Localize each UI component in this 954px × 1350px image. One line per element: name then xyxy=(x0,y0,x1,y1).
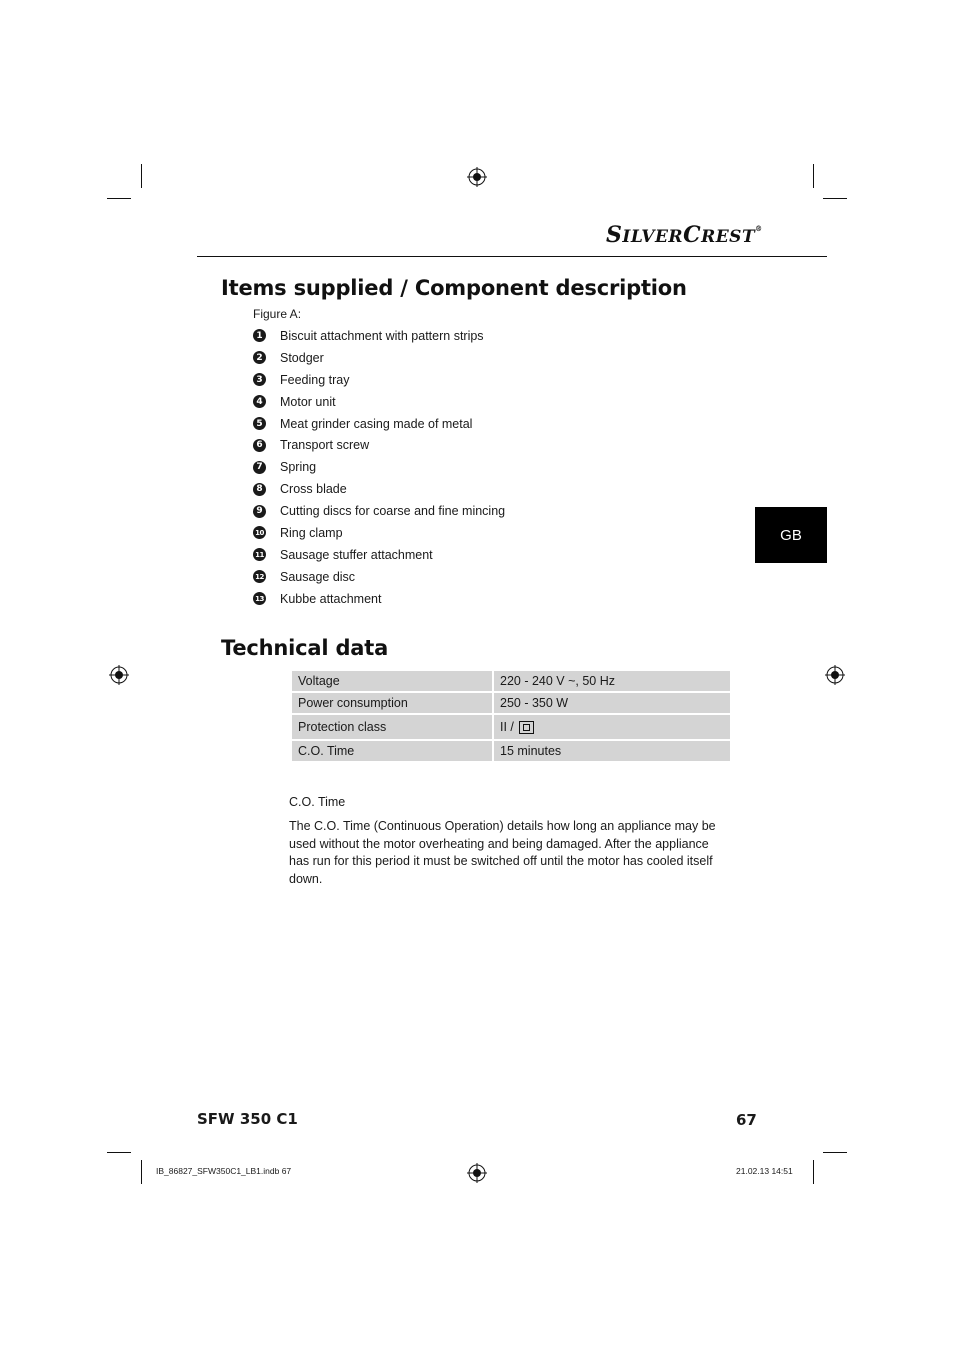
print-slug-date: 21.02.13 14:51 xyxy=(736,1166,793,1176)
item-number-badge: 7 xyxy=(253,461,266,474)
header-rule xyxy=(197,256,827,257)
item-label: Ring clamp xyxy=(280,525,343,540)
table-cell-value: 250 - 350 W xyxy=(493,692,731,714)
technical-data-table xyxy=(290,669,732,763)
list-item xyxy=(253,434,505,456)
list-item xyxy=(253,347,505,369)
list-item xyxy=(253,500,505,522)
list-item xyxy=(253,522,505,544)
item-number-badge: 11 xyxy=(253,548,266,561)
registration-mark-icon xyxy=(467,167,487,187)
item-label: Cutting discs for coarse and fine mincing xyxy=(280,504,506,519)
item-number-badge: 13 xyxy=(253,592,266,605)
table-cell-key: C.O. Time xyxy=(291,740,493,762)
list-item xyxy=(253,566,505,588)
protection-class-value: II / xyxy=(500,719,518,734)
crop-mark xyxy=(823,198,847,199)
list-item xyxy=(253,369,505,391)
list-item xyxy=(253,588,505,610)
item-label: Sausage disc xyxy=(280,569,356,584)
item-label: Stodger xyxy=(280,350,324,365)
table-row xyxy=(291,740,731,762)
crop-mark xyxy=(823,1152,847,1153)
table-cell-key: Power consumption xyxy=(291,692,493,714)
item-label: Biscuit attachment with pattern strips xyxy=(280,328,484,343)
list-item xyxy=(253,413,505,435)
registration-mark-icon xyxy=(109,665,129,685)
item-number-badge: 8 xyxy=(253,483,266,496)
item-number-badge: 1 xyxy=(253,329,266,342)
crop-mark xyxy=(141,164,142,188)
registration-mark-icon xyxy=(825,665,845,685)
item-label: Motor unit xyxy=(280,394,336,409)
crop-mark xyxy=(813,1160,814,1184)
item-label: Kubbe attachment xyxy=(280,591,382,606)
item-number-badge: 12 xyxy=(253,570,266,583)
figure-label: Figure A: xyxy=(253,307,302,321)
item-number-badge: 6 xyxy=(253,439,266,452)
list-item xyxy=(253,325,505,347)
section-title-technical: Technical data xyxy=(221,636,389,660)
double-insulation-icon xyxy=(519,721,534,734)
item-label: Meat grinder casing made of metal xyxy=(280,416,473,431)
component-list xyxy=(253,325,505,610)
item-number-badge: 2 xyxy=(253,351,266,364)
table-cell-value: 220 - 240 V ~, 50 Hz xyxy=(493,670,731,692)
item-number-badge: 5 xyxy=(253,417,266,430)
table-row xyxy=(291,692,731,714)
list-item xyxy=(253,456,505,478)
item-number-badge: 4 xyxy=(253,395,266,408)
crop-mark xyxy=(141,1160,142,1184)
table-row xyxy=(291,714,731,740)
item-number-badge: 9 xyxy=(253,505,266,518)
section-title-items: Items supplied / Component description xyxy=(221,276,687,300)
footer-model: SFW 350 C1 xyxy=(197,1110,298,1128)
list-item xyxy=(253,544,505,566)
item-label: Spring xyxy=(280,460,317,475)
registration-mark-icon xyxy=(467,1163,487,1183)
list-item xyxy=(253,478,505,500)
crop-mark xyxy=(107,1152,131,1153)
table-cell-key: Voltage xyxy=(291,670,493,692)
language-tab: GB xyxy=(755,507,827,563)
table-cell-value xyxy=(493,714,731,740)
item-label: Cross blade xyxy=(280,482,347,497)
co-time-paragraph: The C.O. Time (Continuous Operation) details how long an appliance may be used without the motor overheating and being damaged. After the appliance has run for this period it must be switched off until the motor has cooled itself down. xyxy=(289,819,716,886)
table-cell-key: Protection class xyxy=(291,714,493,740)
table-row xyxy=(291,670,731,692)
item-label: Transport screw xyxy=(280,438,370,453)
table-cell-value: 15 minutes xyxy=(493,740,731,762)
crop-mark xyxy=(813,164,814,188)
list-item xyxy=(253,391,505,413)
item-label: Feeding tray xyxy=(280,372,350,387)
item-number-badge: 10 xyxy=(253,526,266,539)
print-slug-file: IB_86827_SFW350C1_LB1.indb 67 xyxy=(156,1166,292,1176)
co-time-heading: C.O. Time xyxy=(289,795,346,809)
page-number: 67 xyxy=(736,1111,757,1129)
item-number-badge: 3 xyxy=(253,373,266,386)
crop-mark xyxy=(107,198,131,199)
brand-logo: SILVERCREST® xyxy=(606,222,763,248)
item-label: Sausage stuffer attachment xyxy=(280,547,433,562)
